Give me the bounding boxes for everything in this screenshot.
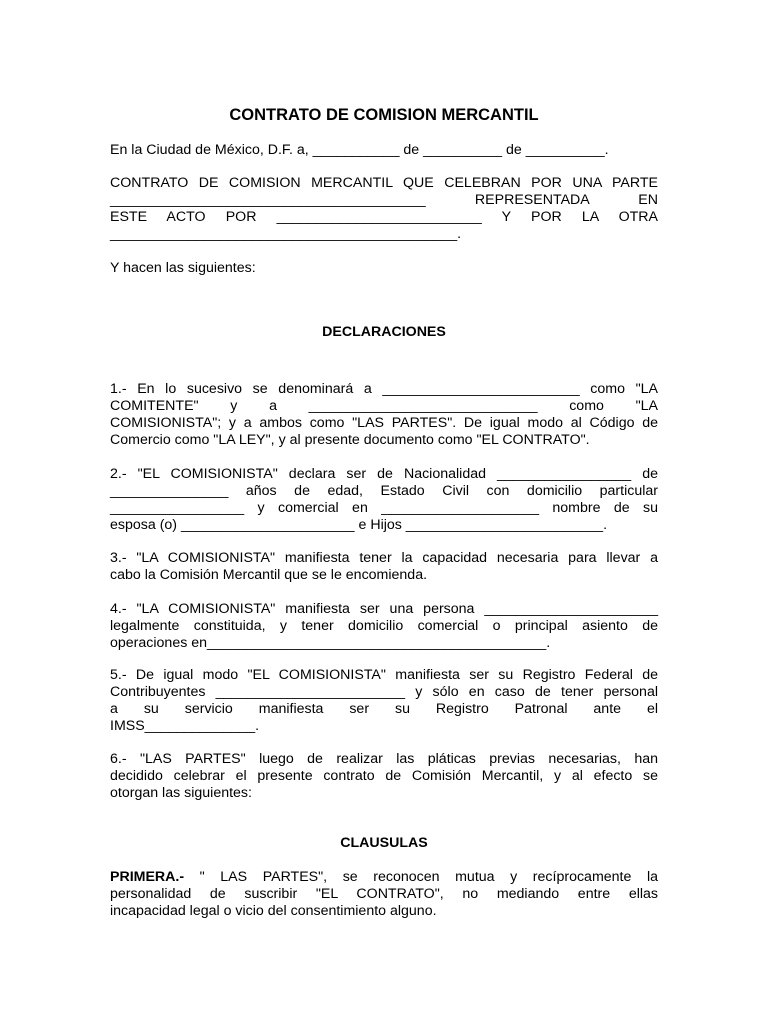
parties-line-2: ________________________________________ REPRESENTADA EN [110, 191, 658, 208]
parties-line-4: ____________________________________________. [110, 225, 462, 242]
document-title: CONTRATO DE COMISION MERCANTIL [229, 106, 539, 124]
declaracion-6: 6.- "LAS PARTES" luego de realizar las pláticas previas necesarias, han decidido celebrar el presente contrato de Comisión Mercantil, y al efecto se otorgan las siguientes: [110, 751, 658, 801]
clausulas-heading: CLAUSULAS [340, 835, 428, 851]
declaracion-2: 2.- "EL COMISIONISTA" declara ser de Nacionalidad _________________ de _______________ años de edad, Estado Civil con domicilio particular _________________ y comercial en ____________________ nombre de su esposa (o) ______________________ e Hijos _________________________. [110, 466, 658, 533]
declaracion-4: 4.- "LA COMISIONISTA" manifiesta ser una persona ______________________ legalmente constituida, y tener domicilio comercial o principal asiento de operaciones en___________________________________________. [110, 601, 658, 651]
parties-line-1: CONTRATO DE COMISION MERCANTIL QUE CELEBRAN POR UNA PARTE [110, 175, 658, 191]
parties-line-3: ESTE ACTO POR __________________________ Y POR LA OTRA [110, 208, 658, 225]
declaracion-3: 3.- "LA COMISIONISTA" manifiesta tener la capacidad necesaria para llevar a cabo la Comisión Mercantil que se le encomienda. [110, 550, 658, 583]
declaraciones-heading: DECLARACIONES [322, 324, 446, 340]
parties-paragraph [110, 175, 658, 243]
declaracion-5: 5.- De igual modo "EL COMISIONISTA" manifiesta ser su Registro Federal de Contribuyentes ________________________ y sólo en caso de tener personal a su servicio manifiesta ser su Registro Patronal ante el IMSS______________. [110, 667, 658, 734]
primera-label: PRIMERA.- [110, 869, 185, 885]
clausula-primera: PRIMERA.- " LAS PARTES", se reconocen mutua y recíprocamente la personalidad de suscribir "EL CONTRATO", no mediando entre ellas incapacidad legal o vicio del consentimiento alguno. [110, 869, 658, 919]
place-date-line: En la Ciudad de México, D.F. a, ___________ de __________ de __________. [110, 142, 609, 158]
hacen-line: Y hacen las siguientes: [110, 260, 256, 276]
declaracion-1: 1.- En lo sucesivo se denominará a _________________________ como "LA COMITENTE" y a _____________________________ como "LA COMISIONISTA"; y a ambos como "LAS PARTES". De igual modo al Código de Comercio como "LA LEY", y al presente documento como "EL CONTRATO". [110, 381, 658, 448]
